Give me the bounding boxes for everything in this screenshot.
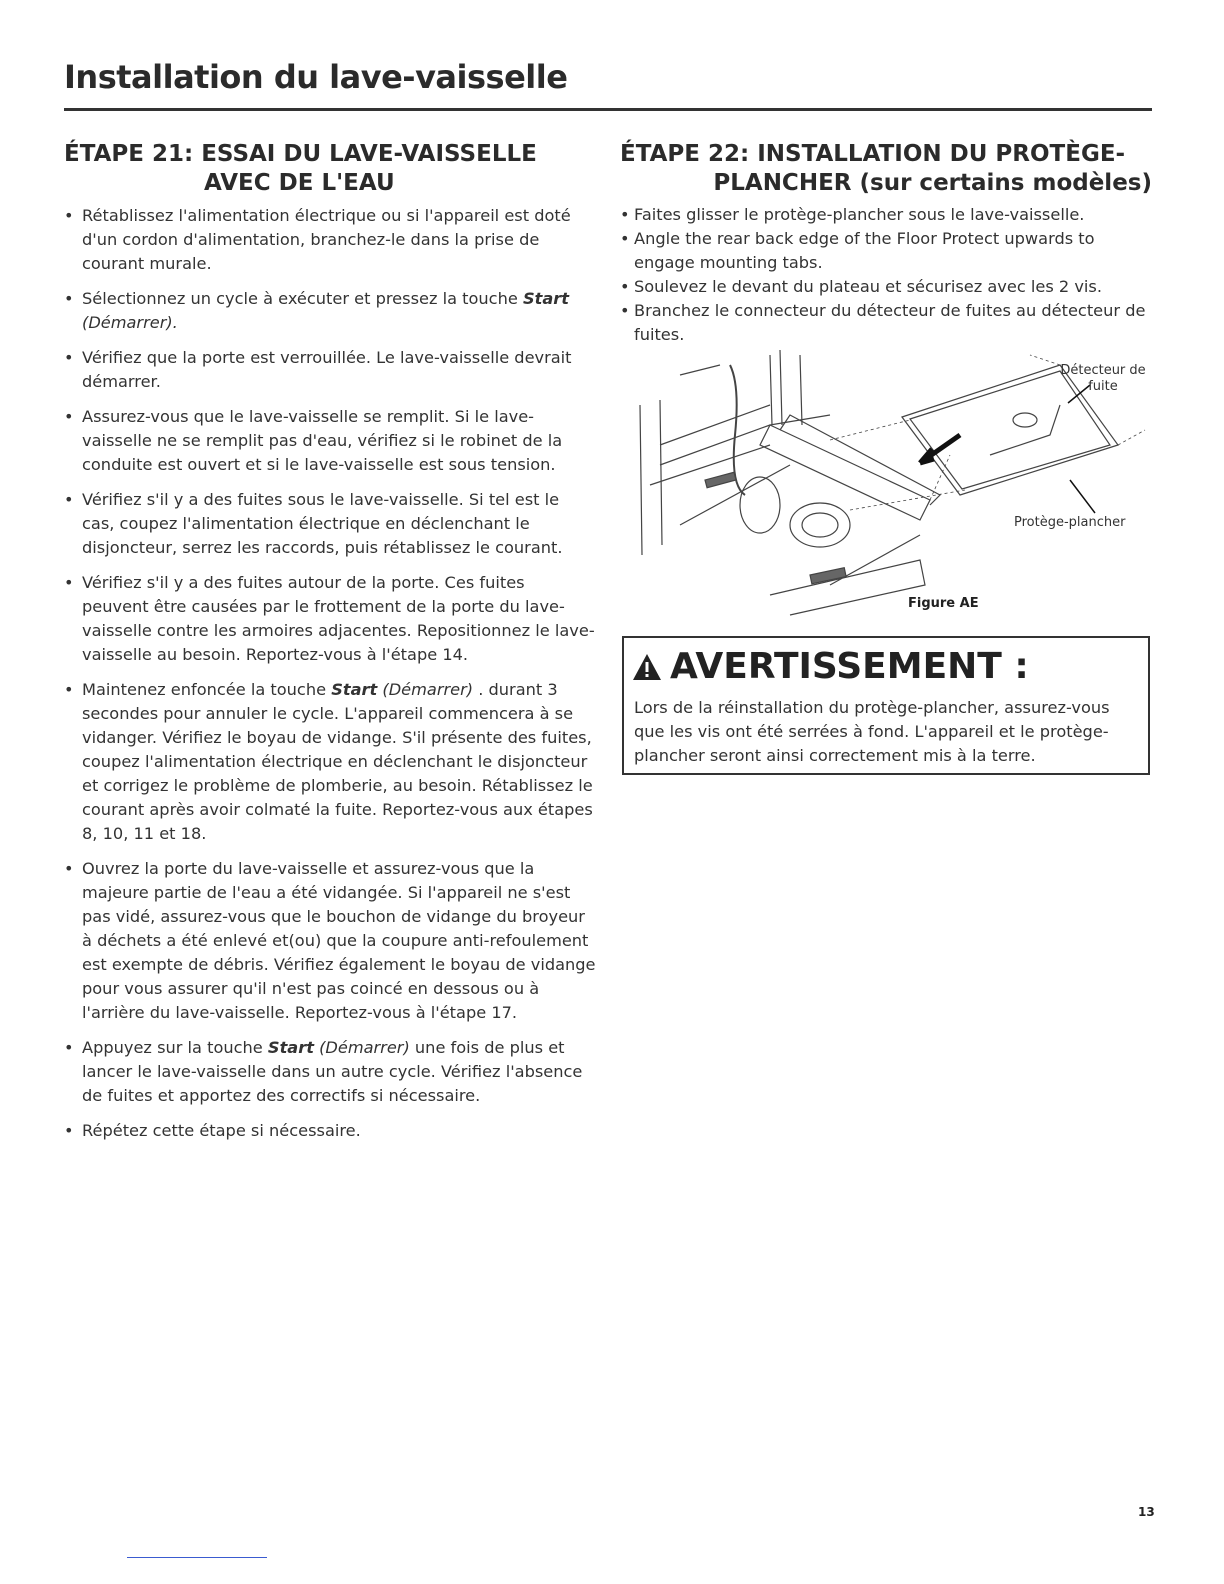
start-key-translation: (Démarrer). bbox=[82, 313, 178, 332]
start-key-label: Start bbox=[522, 289, 569, 308]
list-item bbox=[64, 1119, 596, 1143]
warning-title bbox=[632, 646, 1029, 687]
list-item bbox=[64, 678, 596, 846]
bullet-text: Vérifiez s'il y a des fuites sous le lave-vaisselle. Si tel est le cas, coupez l'alimentation électrique en déclenchant le disjoncteur, serrez les raccords, puis rétablissez le courant. bbox=[82, 490, 563, 557]
list-item bbox=[64, 857, 596, 1025]
list-item bbox=[64, 1036, 596, 1108]
list-item: • Faites glisser le protège-plancher sous le lave-vaisselle. bbox=[620, 203, 1152, 227]
bullet-text: Appuyez sur la touche bbox=[82, 1038, 268, 1057]
heading-line: AVEC DE L'EAU bbox=[204, 170, 395, 196]
list-item bbox=[64, 287, 596, 335]
heading-line: ÉTAPE 21: ESSAI DU LAVE-VAISSELLE bbox=[64, 141, 537, 167]
figure-ae-illustration bbox=[620, 345, 1155, 620]
bullet-text: Vérifiez que la porte est verrouillée. Le lave-vaisselle devrait démarrer. bbox=[82, 348, 572, 391]
step-21-section bbox=[64, 140, 596, 1154]
bullet-text: Sélectionnez un cycle à exécuter et pressez la touche bbox=[82, 289, 523, 308]
heading-line: ÉTAPE 22: INSTALLATION DU PROTÈGE- bbox=[620, 141, 1126, 167]
bullet-text: une fois de plus et lancer le lave-vaisselle dans un autre cycle. Vérifiez l'absence de fuites et apportez des correctifs si nécessaire. bbox=[82, 1038, 583, 1105]
start-key-label: Start bbox=[267, 1038, 314, 1057]
start-key-translation: (Démarrer) bbox=[377, 680, 474, 699]
list-item bbox=[64, 346, 596, 394]
bullet-text: Répétez cette étape si nécessaire. bbox=[82, 1121, 361, 1140]
figure-caption: Figure AE bbox=[908, 596, 979, 611]
warning-triangle-icon bbox=[632, 653, 662, 681]
step-22-heading bbox=[620, 140, 1152, 198]
bullet-text: Rétablissez l'alimentation électrique ou si l'appareil est doté d'un cordon d'alimentation, branchez-le dans la prise de courant murale. bbox=[82, 206, 571, 273]
start-key-translation: (Démarrer) bbox=[313, 1038, 410, 1057]
step-21-heading bbox=[64, 140, 596, 198]
warning-text: Lors de la réinstallation du protège-plancher, assurez-vous que les vis ont été serrées à fond. L'appareil et le protège-plancher seront ainsi correctement mis à la terre. bbox=[634, 698, 1110, 765]
bullet-text: Maintenez enfoncée la touche bbox=[82, 680, 332, 699]
list-item bbox=[64, 204, 596, 276]
heading-sub: (sur certains modèles) bbox=[851, 170, 1152, 196]
label-line: fuite bbox=[1088, 379, 1118, 394]
heading-line bbox=[620, 169, 1152, 198]
bullet-text: Assurez-vous que le lave-vaisselle se remplit. Si le lave-vaisselle ne se remplit pas d'eau, vérifiez si le robinet de la conduite est ouvert et si le lave-vaisselle est sous tension. bbox=[82, 407, 563, 474]
warning-title-text: AVERTISSEMENT : bbox=[670, 646, 1029, 687]
step-22-list bbox=[620, 203, 1152, 347]
list-item bbox=[64, 488, 596, 560]
page-number: 13 bbox=[1138, 1505, 1155, 1519]
start-key-label: Start bbox=[331, 680, 378, 699]
page-title: Installation du lave-vaisselle bbox=[64, 58, 568, 96]
floor-protector-label: Protège-plancher bbox=[1014, 515, 1126, 530]
warning-box bbox=[622, 636, 1150, 775]
step-21-list bbox=[64, 204, 596, 1143]
list-item bbox=[64, 405, 596, 477]
list-item: • Angle the rear back edge of the Floor Protect upwards to engage mounting tabs. bbox=[620, 227, 1152, 275]
bullet-text: Vérifiez s'il y a des fuites autour de la porte. Ces fuites peuvent être causées par le frottement de la porte du lave-vaisselle contre les armoires adjacentes. Repositionnez le lave-vaisselle au besoin. Reportez-vous à l'étape 14. bbox=[82, 573, 595, 664]
footer-line bbox=[127, 1557, 267, 1558]
bullet-text: . durant 3 secondes pour annuler le cycle. L'appareil commencera à se vidanger. Vérifiez le boyau de vidange. S'il présente des fuites, coupez l'alimentation électrique en déclenchant le disjoncteur et corrigez le problème de plomberie, au besoin. Rétablissez le courant après avoir colmaté la fuite. Reportez-vous aux étapes 8, 10, 11 et 18. bbox=[82, 680, 593, 843]
list-item: • Branchez le connecteur du détecteur de fuites au détecteur de fuites. bbox=[620, 299, 1152, 347]
bullet-text: Ouvrez la porte du lave-vaisselle et assurez-vous que la majeure partie de l'eau a été vidangée. Si l'appareil ne s'est pas vidé, assurez-vous que le bouchon de vidange du broyeur à déchets a été enlevé et(ou) que la coupure anti-refoulement est exempte de débris. Vérifiez également le boyau de vidange pour vous assurer qu'il n'est pas coincé en dessous ou à l'arrière du lave-vaisselle. Reportez-vous à l'étape 17. bbox=[82, 859, 596, 1022]
list-item bbox=[64, 571, 596, 667]
heading-main: PLANCHER bbox=[713, 170, 852, 196]
label-line: Détecteur de bbox=[1060, 363, 1146, 378]
step-22-section bbox=[620, 140, 1152, 347]
leak-detector-label bbox=[1058, 363, 1148, 395]
list-item: • Soulevez le devant du plateau et sécurisez avec les 2 vis. bbox=[620, 275, 1152, 299]
title-rule bbox=[64, 108, 1152, 111]
